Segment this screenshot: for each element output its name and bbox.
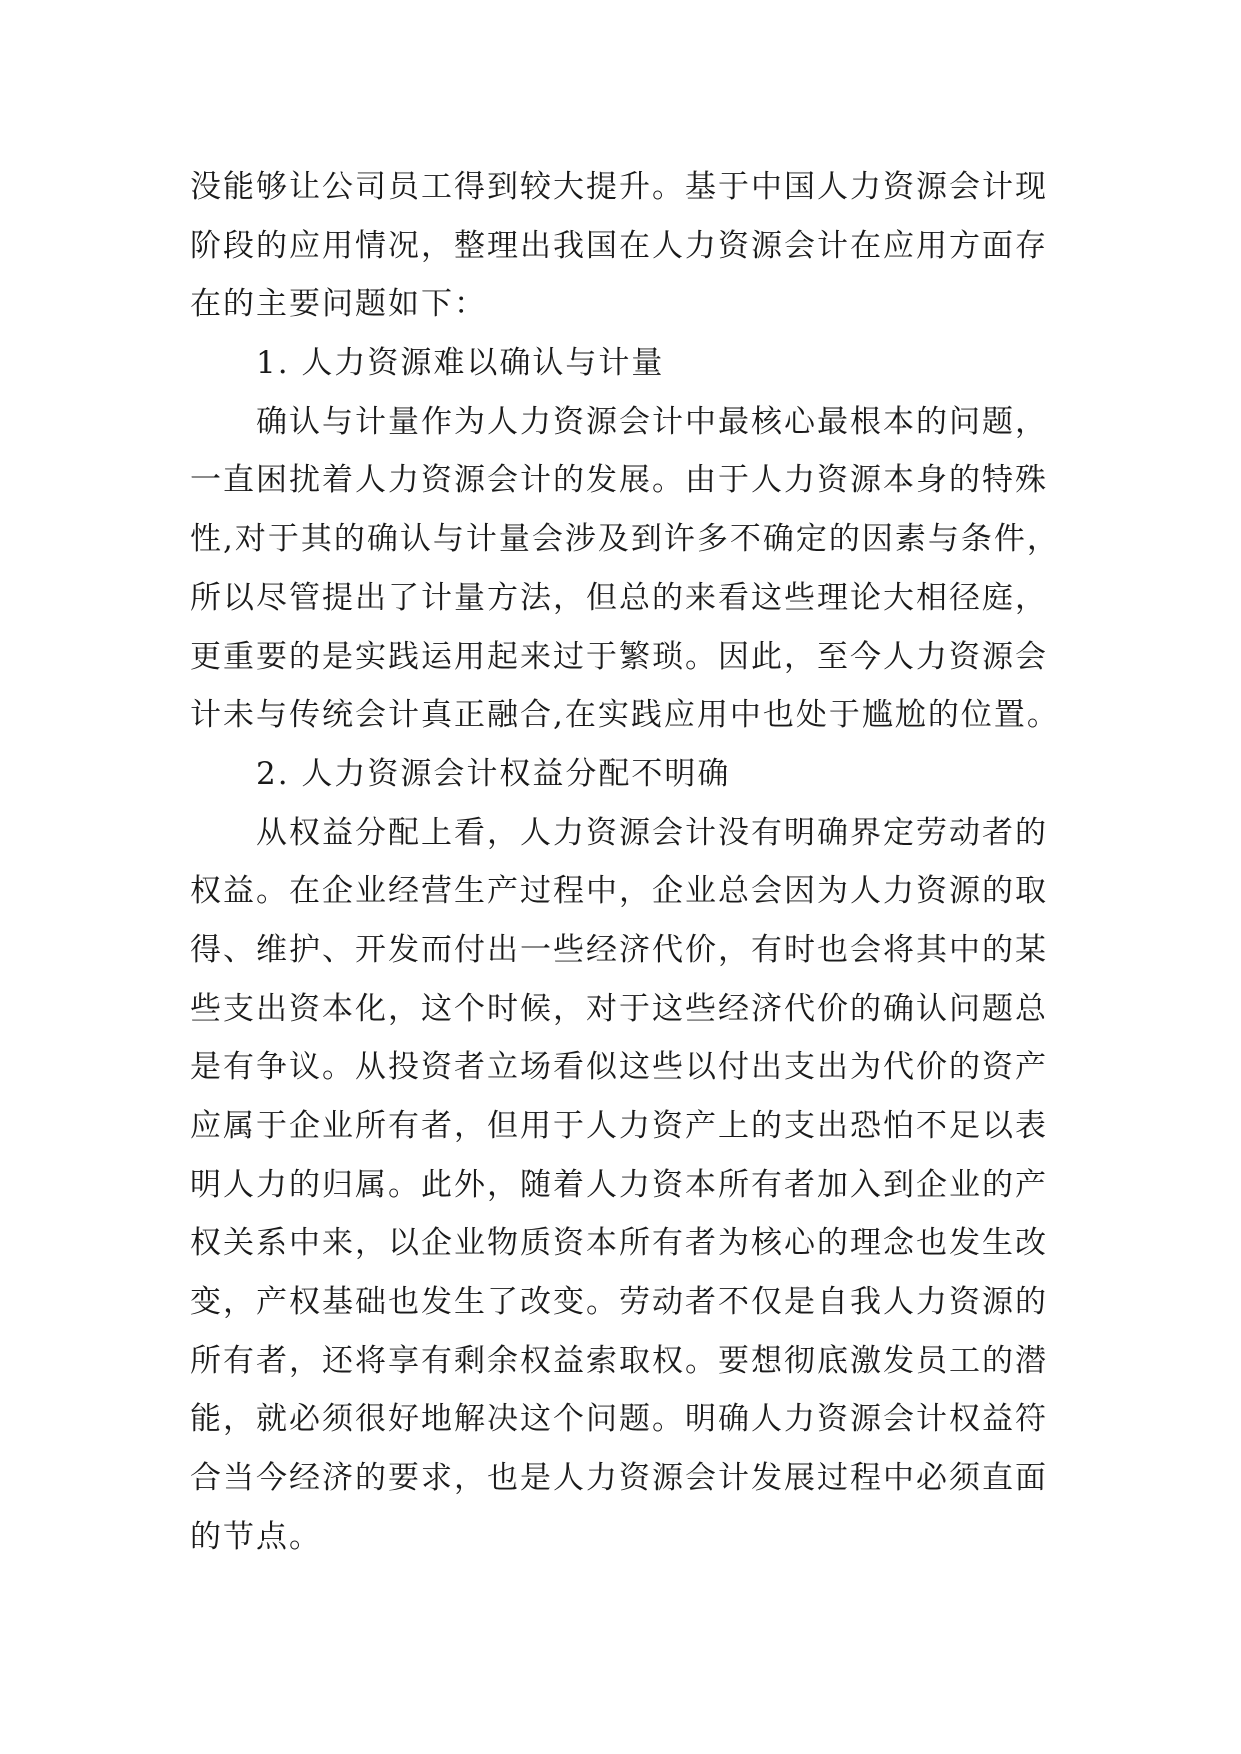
text-line: 是有争议。从投资者立场看似这些以付出支出为代价的资产: [190, 1049, 1048, 1086]
text-line: 一直困扰着人力资源会计的发展。由于人力资源本身的特殊: [190, 462, 1048, 499]
text-line: 合当今经济的要求，也是人力资源会计发展过程中必须直面: [190, 1460, 1048, 1497]
text-line: 得、维护、开发而付出一些经济代价，有时也会将其中的某: [190, 931, 1048, 968]
text-line: 应属于企业所有者，但用于人力资产上的支出恐怕不足以表: [190, 1108, 1048, 1144]
text-line: 权益。在企业经营生产过程中，企业总会因为人力资源的取: [190, 873, 1048, 910]
text-line: 确认与计量作为人力资源会计中最核心最根本的问题，: [256, 403, 1048, 440]
text-line: 变，产权基础也发生了改变。劳动者不仅是自我人力资源的: [190, 1284, 1048, 1321]
text-line: 计未与传统会计真正融合,在实践应用中也处于尴尬的位置。: [190, 697, 1060, 734]
section-heading-1: 1. 人力资源难以确认与计量: [256, 345, 665, 382]
text-line: 没能够让公司员工得到较大提升。基于中国人力资源会计现: [190, 169, 1048, 205]
text-line: 些支出资本化，这个时候，对于这些经济代价的确认问题总: [190, 990, 1048, 1027]
text-line: 从权益分配上看，人力资源会计没有明确界定劳动者的: [256, 814, 1048, 851]
text-line: 性,对于其的确认与计量会涉及到许多不确定的因素与条件，: [190, 521, 1060, 558]
text-line: 所有者，还将享有剩余权益索取权。要想彻底激发员工的潜: [190, 1342, 1048, 1379]
text-line: 权关系中来，以企业物质资本所有者为核心的理念也发生改: [190, 1225, 1048, 1262]
text-line: 的节点。: [190, 1518, 322, 1555]
text-line: 能，就必须很好地解决这个问题。明确人力资源会计权益符: [190, 1401, 1048, 1438]
text-line: 在的主要问题如下：: [190, 286, 487, 323]
section-heading-2: 2. 人力资源会计权益分配不明确: [256, 755, 731, 792]
text-line: 阶段的应用情况，整理出我国在人力资源会计在应用方面存: [190, 227, 1048, 264]
text-line: 明人力的归属。此外，随着人力资本所有者加入到企业的产: [190, 1166, 1048, 1203]
text-line: 所以尽管提出了计量方法，但总的来看这些理论大相径庭，: [190, 579, 1048, 616]
text-line: 更重要的是实践运用起来过于繁琐。因此，至今人力资源会: [190, 638, 1048, 675]
body-text: [190, 158, 1060, 1567]
